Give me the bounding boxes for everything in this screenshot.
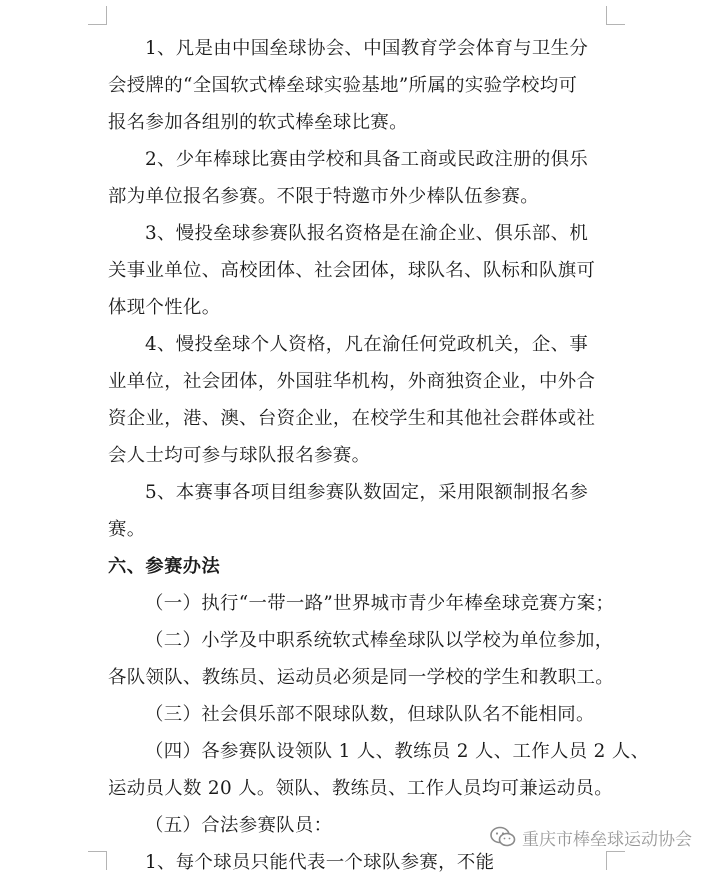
section-heading: 六、参赛办法 — [108, 556, 221, 577]
crop-mark-top-right — [606, 6, 625, 25]
paragraph-line: （一）执行“一带一路”世界城市青少年棒垒球竞赛方案； — [145, 593, 615, 614]
document-body — [108, 30, 650, 881]
paragraph-line: 3、慢投垒球参赛队报名资格是在渝企业、俱乐部、机 — [145, 223, 589, 244]
watermark — [490, 820, 692, 854]
paragraph-line: 1、凡是由中国垒球协会、中国教育学会体育与卫生分 — [145, 38, 589, 59]
paragraph-line: 关事业单位、高校团体、社会团体，球队名、队标和队旗可 — [108, 260, 596, 281]
paragraph-line: 4、慢投垒球个人资格，凡在渝任何党政机关，企、事 — [145, 334, 589, 355]
paragraph-line: （四）各参赛队设领队 1 人、教练员 2 人、工作人员 2 人、 — [145, 741, 650, 762]
paragraph-line: （三）社会俱乐部不限球队数，但球队队名不能相同。 — [145, 704, 595, 725]
paragraph-line: 运动员人数 20 人。领队、教练员、工作人员均可兼运动员。 — [108, 778, 614, 799]
paragraph-line: 资企业，港、澳、台资企业，在校学生和其他社会群体或社 — [108, 408, 596, 429]
paragraph-line: 部为单位报名参赛。不限于特邀市外少棒队伍参赛。 — [108, 186, 540, 207]
paragraph-line: 会人士均可参与球队报名参赛。 — [108, 445, 371, 466]
paragraph-line: 1、每个球员只能代表一个球队参赛，不能 — [145, 852, 495, 873]
paragraph-line: 赛。 — [108, 519, 146, 540]
crop-mark-top-left — [88, 6, 107, 25]
paragraph-line: （二）小学及中职系统软式棒垒球队以学校为单位参加， — [145, 630, 614, 651]
paragraph-line: 业单位，社会团体，外国驻华机构，外商独资企业，中外合 — [108, 371, 596, 392]
paragraph-line: 各队领队、教练员、运动员必须是同一学校的学生和教职工。 — [108, 667, 614, 688]
paragraph-line: 报名参加各组别的软式棒垒球比赛。 — [108, 112, 408, 133]
watermark-text: 重庆市棒垒球运动协会 — [522, 829, 692, 850]
crop-mark-bottom-left — [88, 851, 107, 870]
paragraph-line: 会授牌的“全国软式棒垒球实验基地”所属的实验学校均可 — [108, 75, 578, 96]
paragraph-line: 体现个性化。 — [108, 297, 221, 318]
paragraph-line: （五）合法参赛队员： — [145, 815, 333, 836]
paragraph-line: 2、少年棒球比赛由学校和具备工商或民政注册的俱乐 — [145, 149, 589, 170]
paragraph-line: 5、本赛事各项目组参赛队数固定，采用限额制报名参 — [145, 482, 589, 503]
wechat-icon — [490, 826, 516, 848]
